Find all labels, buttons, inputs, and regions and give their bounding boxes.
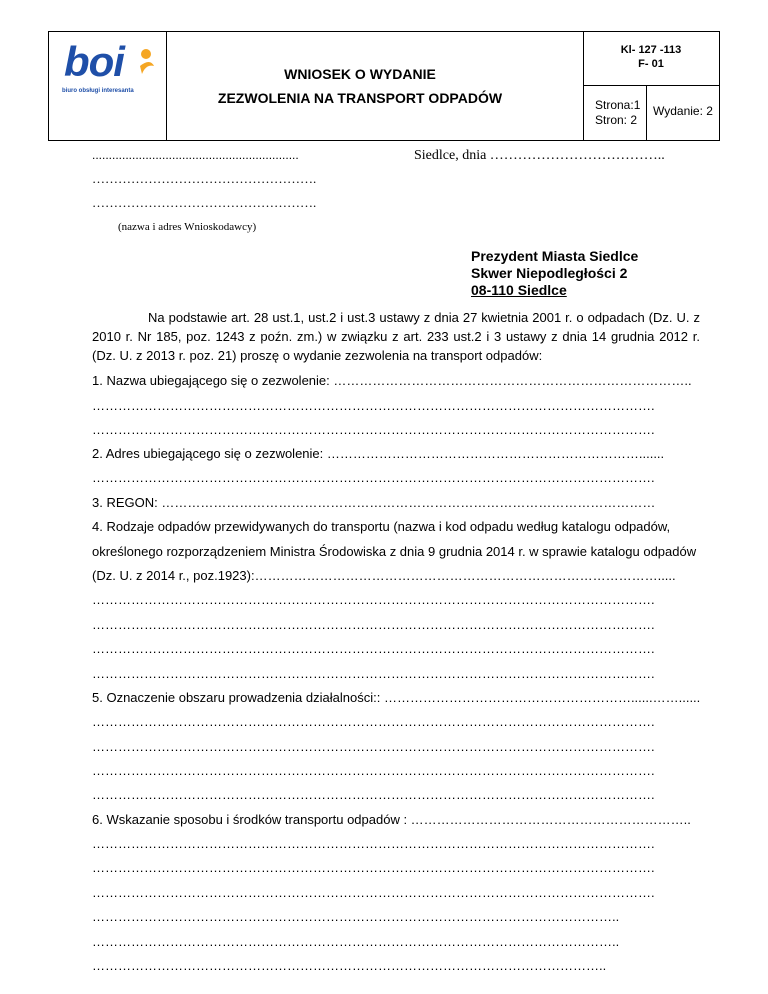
q5-label: 5. Oznaczenie obszaru prowadzenia działalności:: …………………………………………………......……...... xyxy=(92,690,701,705)
logo xyxy=(62,38,158,100)
q5-fill-1[interactable]: …………………………………………………………………………………………………………………. xyxy=(92,714,655,729)
recipient-city: 08-110 Siedlce xyxy=(471,282,567,298)
q4-fill-3[interactable]: …………………………………………………………………………………………………………………. xyxy=(92,641,655,656)
q3-label: 3. REGON: …………………………………………………………………………………………………… xyxy=(92,495,656,510)
logo-dot xyxy=(141,49,151,59)
q6-fill-5[interactable]: ………………………………………………………………………………………………………….. xyxy=(92,934,620,949)
recipient-street: Skwer Niepodległości 2 xyxy=(471,265,628,281)
q6-label: 6. Wskazanie sposobu i środków transportu odpadów : ……………………………………………………….. xyxy=(92,812,691,827)
form-title-line1: WNIOSEK O WYDANIE xyxy=(284,66,436,82)
recipient-name: Prezydent Miasta Siedlce xyxy=(471,248,639,264)
applicant-line-3[interactable]: ……………………………………………. xyxy=(92,195,317,210)
form-title-line2: ZEZWOLENIA NA TRANSPORT ODPADÓW xyxy=(217,90,503,106)
q4-label-1: 4. Rodzaje odpadów przewidywanych do transportu (nazwa i kod odpadu według katalogu odpadów, xyxy=(92,519,671,534)
q6-fill-1[interactable]: …………………………………………………………………………………………………………………. xyxy=(92,836,655,851)
page-number: Strona:1 xyxy=(595,98,641,112)
applicant-line-1[interactable]: .............................................................. xyxy=(92,148,299,162)
q6-fill-3[interactable]: …………………………………………………………………………………………………………………. xyxy=(92,885,655,900)
logo-text: boi xyxy=(64,38,124,85)
date-line[interactable]: Siedlce, dnia ……………………………….. xyxy=(414,148,665,163)
q6-fill-4[interactable]: ………………………………………………………………………………………………………….. xyxy=(92,909,620,924)
edition: Wydanie: 2 xyxy=(653,104,713,118)
q1-fill-1[interactable]: …………………………………………………………………………………………………………………. xyxy=(92,398,655,413)
q5-fill-2[interactable]: …………………………………………………………………………………………………………………. xyxy=(92,739,655,754)
q5-fill-3[interactable]: …………………………………………………………………………………………………………………. xyxy=(92,763,655,778)
form-code-line1: Kl- 127 -113 xyxy=(620,44,682,56)
q4-fill-1[interactable]: …………………………………………………………………………………………………………………. xyxy=(92,592,655,607)
q2-fill-1[interactable]: …………………………………………………………………………………………………………………. xyxy=(92,470,655,485)
form-code-line2: F- 01 xyxy=(638,58,664,70)
intro-paragraph: Na podstawie art. 28 ust.1, ust.2 i ust.3 ustawy z dnia 27 kwietnia 2001 r. o odpadach (Dz. U. z 2010 r. Nr 185, poz. 1243 z poźn. zm.) w związku z art. 233 ust.2 i 3 ustawy z dnia 14 grudnia 2012 r. (Dz. U. z 2013 r. poz. 21) proszę o wydanie zezwolenia na transport odpadów: xyxy=(92,310,700,363)
logo-tagline: biuro obsługi interesanta xyxy=(62,88,134,94)
q6-fill-2[interactable]: …………………………………………………………………………………………………………………. xyxy=(92,860,655,875)
page-count: Stron: 2 xyxy=(595,113,638,127)
applicant-line-2[interactable]: ……………………………………………. xyxy=(92,171,317,186)
applicant-caption: (nazwa i adres Wnioskodawcy) xyxy=(118,221,257,233)
q4-label-3: (Dz. U. z 2014 r., poz.1923):…………………………………………………………………………………..... xyxy=(92,568,676,583)
q4-fill-4[interactable]: …………………………………………………………………………………………………………………. xyxy=(92,666,655,681)
q1-fill-2[interactable]: …………………………………………………………………………………………………………………. xyxy=(92,422,655,437)
logo-orange-swoosh xyxy=(140,62,154,74)
q1-label: 1. Nazwa ubiegającego się o zezwolenie: ……………………………………………………………………….. xyxy=(92,373,692,388)
q6-fill-final[interactable]: ……………………………………………………………………………………………………….. xyxy=(92,958,607,973)
q2-label: 2. Adres ubiegającego się o zezwolenie: ………………………………………………………………....... xyxy=(92,446,665,461)
q5-fill-4[interactable]: …………………………………………………………………………………………………………………. xyxy=(92,787,655,802)
q4-fill-2[interactable]: …………………………………………………………………………………………………………………. xyxy=(92,617,655,632)
q4-label-2: określonego rozporządzeniem Ministra Środowiska z dnia 9 grudnia 2014 r. w sprawie katalogu odpadów xyxy=(92,544,697,559)
